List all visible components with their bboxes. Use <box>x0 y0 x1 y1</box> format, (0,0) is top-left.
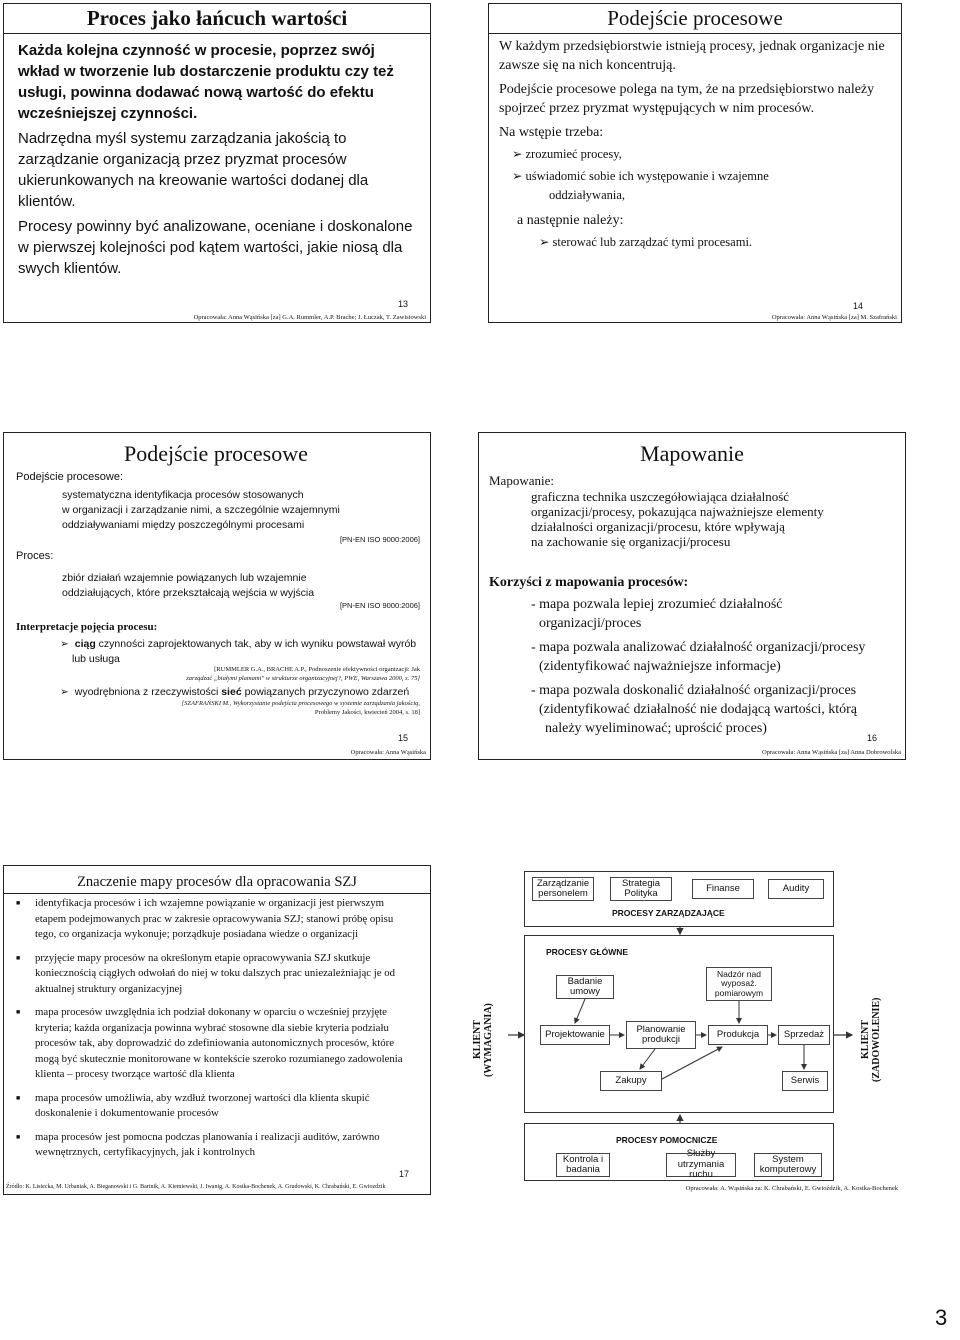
dia-box-audity: Audity <box>768 879 824 899</box>
slide-13 <box>3 3 431 323</box>
slide-15-ref-1: [PN-EN ISO 9000:2006] <box>339 535 420 544</box>
slide-16-d1a: graficzna technika uszczegółowiająca działalność <box>531 489 790 504</box>
slide-15 <box>3 432 431 760</box>
slide-16-def <box>531 489 824 549</box>
slide-16-l2b: (zidentyfikować najważniejsze informacje) <box>539 659 781 674</box>
slide-16-l3a: - mapa pozwala doskonalić działalność organizacji/proces <box>531 683 857 698</box>
slide-15-i2a: wyodrębniona z rzeczywistości <box>74 686 219 698</box>
slide-14-p2: Podejście procesowe polega na tym, że na przedsiębiorstwo należy spojrzeć przez pryzmat występujących w nim procesów. <box>499 82 875 116</box>
slide-14-p1: W każdym przedsiębiorstwie istnieją procesy, jednak organizacje nie zawsze się na nich koncentrują. <box>499 39 885 73</box>
dia-box-planowanie: Planowanie produkcji <box>626 1021 696 1049</box>
dia-box-produkcja: Produkcja <box>708 1025 768 1045</box>
slide-16-benefits <box>531 595 865 738</box>
slide-15-i2-bold: sieć <box>221 686 242 698</box>
slide-16-number: 16 <box>867 733 878 743</box>
dia-top-header: PROCESY ZARZĄDZAJĄCE <box>612 908 725 918</box>
slide-15-d2b: oddziałujących, które przekształcają wejścia w wyjścia <box>62 587 315 599</box>
slide-14-text <box>499 37 895 252</box>
dia-left-client: KLIENT (WYMAGANIA) <box>472 1003 494 1077</box>
slide-16-credit: Opracowała: Anna Wąsińska [za] Anna Dobrowolska <box>761 749 901 756</box>
slide-15-src1a: [RUMMLER G.A., BRACHE A.P., Podnoszenie efektywności organizacji: Jak <box>214 666 420 673</box>
slide-15-number: 15 <box>398 733 409 743</box>
process-map <box>460 865 900 1195</box>
slide-16-l1b: organizacji/proces <box>539 616 642 631</box>
slide-15-interp-2 <box>60 686 409 698</box>
slide-17-bullet: ■ identyfikacja procesów i ich wzajemne powiązanie w organizacji jest pierwszym etapem podejmowanych prac w zakresie opracowywania SZJ; stanowi próbę opisu tego, co organizacja wykonuje; porządkuje posiadana wiedze o organizacji <box>35 896 410 943</box>
slide-16-title: Mapowanie <box>640 441 744 466</box>
slide-15-i1b: lub usługa <box>72 653 120 665</box>
slide-15-label-1: Podejście procesowe: <box>16 471 124 483</box>
slide-14-p4: a następnie należy: <box>517 213 624 228</box>
slide-14 <box>488 3 902 323</box>
slide-14-bullet-1 <box>499 145 895 164</box>
page-number: 3 <box>935 1305 948 1330</box>
slide-14-bullet-2 <box>499 167 895 186</box>
slide-14-b2b: oddziaływania, <box>549 188 626 202</box>
slide-14-title: Podejście procesowe <box>489 4 901 34</box>
slide-15-d1a: systematyczna identyfikacja procesów stosowanych <box>62 489 304 501</box>
slide-17-bullet-list <box>10 896 410 1161</box>
slide-13-title: Proces jako łańcuch wartości <box>4 4 430 34</box>
slide-15-d1c: oddziaływaniami między poszczególnymi procesami <box>62 519 305 531</box>
slide-17-bullet: ■ przyjęcie mapy procesów na określonym etapie opracowywania SZJ skutkuje koniecznością ciągłych odwołań do niej w toku dalszych prac uniezależniając je od aktualnej struktury organizacyjnej <box>35 951 410 998</box>
slide-16-l1a: - mapa pozwala lepiej zrozumieć działalność <box>531 597 783 612</box>
slide-15-src2b: Problemy Jakości, kwiecień 2004, s. 18] <box>314 709 420 716</box>
slide-16-label-2: Korzyści z mapowania procesów: <box>489 575 689 590</box>
slide-16-d1c: działalności organizacji/procesu, które wpływają <box>531 519 785 534</box>
slide-16-l3b: (zidentyfikować działalność nie dodającą wartości, którą <box>539 702 857 717</box>
dia-main-header: PROCESY GŁÓWNE <box>546 947 629 957</box>
slide-13-number: 13 <box>398 299 409 309</box>
dia-box-sprzedaz: Sprzedaż <box>778 1025 830 1045</box>
slide-17-title: Znaczenie mapy procesów dla opracowania SZJ <box>77 874 357 890</box>
slide-13-credit: Opracowała: Anna Wąsińska [za] G.A. Rummler, A.P. Brache; J. Łuczak, T. Zawistowski <box>193 314 426 321</box>
slide-14-b3: sterować lub zarządzać tymi procesami. <box>552 235 753 249</box>
dia-box-finanse: Finanse <box>692 879 754 899</box>
slide-15-i1a: czynności zaprojektowanych tak, aby w ich wyniku powstawał wyrób <box>98 638 417 650</box>
dia-box-strategia: Strategia Polityka <box>610 877 672 901</box>
slide-13-p2: Nadrzędna myśl systemu zarządzania jakością to zarządzanie organizacją przez pryzmat procesów ukierunkowanych na kreowanie wartości dodanej dla klientów. <box>18 130 369 210</box>
slide-13-text <box>18 40 418 279</box>
slide-13-p1: Każda kolejna czynność w procesie, poprzez swój wkład w tworzenie lub dostarczenie produktu czy też usługi, powinna dodawać nową wartość do efektu wcześniejszej czynności. <box>18 42 394 122</box>
slide-15-d1b: w organizacji i zarządzanie nimi, a szczególnie wzajemnymi <box>62 504 340 516</box>
slide-15-i2b: powiązanych przyczynowo zdarzeń <box>244 686 410 698</box>
slide-15-def-2 <box>62 571 314 601</box>
dia-box-zarzadzanie: Zarządzanie personelem <box>532 877 594 901</box>
slide-16-d1d: na zachowanie się organizacji/procesu <box>531 534 731 549</box>
dia-support-header: PROCESY POMOCNICZE <box>616 1135 718 1145</box>
dia-box-badanie: Badanie umowy <box>556 975 614 999</box>
slide-14-credit: Opracowała: Anna Wąsińska [za] M. Szafrański <box>771 314 897 321</box>
diagram-credit: Opracowała: A. Wąsińska za: K. Chrabański, E. Gwioździk, A. Kostka-Bochenek <box>685 1185 898 1192</box>
slide-17-number: 17 <box>399 1169 410 1179</box>
slide-15-i1-bold: ciąg <box>74 638 96 650</box>
slide-15-interp-1 <box>60 638 416 650</box>
slide-14-b2a: uświadomić sobie ich występowanie i wzajemne <box>525 169 769 183</box>
slide-15-credit: Opracowała: Anna Wąsińska <box>350 749 426 756</box>
slide-14-p3: Na wstępie trzeba: <box>499 125 604 140</box>
slide-15-def-1 <box>62 488 340 533</box>
dia-box-nadzor: Nadzór nad wyposaż. pomiarowym <box>706 967 772 1001</box>
slide-17-bullet: ■ mapa procesów uwzględnia ich podział dokonany w oparciu o wcześniej przyjęte kryteria; każda organizacja powinna wybrać stosowne dla siebie kryteria podziału procesów tak, aby doprowadzić do zdefiniowania autonomicznych procesów, które mogą być skutecznie monitorowane w kontekście szeroko rozumianego zadowolenia klienta – procesy tworzące wartość dla klienta <box>35 1005 410 1083</box>
slide-17 <box>3 865 431 1195</box>
slide-15-src-1 <box>186 665 420 683</box>
slide-14-number: 14 <box>853 301 864 311</box>
slide-16 <box>478 432 906 760</box>
slide-15-title: Podejście procesowe <box>124 441 308 466</box>
dia-box-serwis: Serwis <box>782 1071 828 1091</box>
slide-17-bullet: ■ mapa procesów jest pomocna podczas planowania i realizacji auditów, zarówno wewnętrznych, certyfikacyjnych, jak i kontrolnych <box>35 1130 410 1161</box>
slide-16-l2a: - mapa pozwala analizować działalność organizacji/procesy <box>531 640 866 655</box>
slide-15-ref-2: [PN-EN ISO 9000:2006] <box>339 601 420 610</box>
slide-15-label-3: Interpretacje pojęcia procesu: <box>16 621 158 633</box>
slide-15-label-2: Proces: <box>16 550 54 562</box>
dia-box-projektowanie: Projektowanie <box>540 1025 610 1045</box>
slide-15-src1b: zarządzać „białymi plamami" w strukturze organizacyjnej?, PWE, Warszawa 2000, s. 75] <box>186 675 420 682</box>
slide-13-p3: Procesy powinny być analizowane, oceniane i doskonalone w pierwszej kolejności pod kątem wartości, jakie niosą dla swych klientów. <box>18 218 413 277</box>
slide-17-bullet: ■ mapa procesów umożliwia, aby wzdłuż tworzonej wartości dla klienta skupić doskonalenie i dokumentowanie procesów <box>35 1091 410 1122</box>
slide-16-d1b: organizacji/procesy, pokazująca najważniejsze elementy <box>531 504 824 519</box>
dia-box-zakupy: Zakupy <box>600 1071 662 1091</box>
slide-15-src-2 <box>182 699 420 717</box>
slide-15-src2a: [SZAFRAŃSKI M., Wykorzystanie podejścia procesowego w systemie zarządzania jakością, <box>181 700 420 707</box>
slide-14-b1: zrozumieć procesy, <box>525 147 622 161</box>
slide-15-d2a: zbiór działań wzajemnie powiązanych lub wzajemnie <box>62 572 307 584</box>
slide-16-label-1: Mapowanie: <box>489 473 554 488</box>
slide-16-l3c: należy wyeliminować; uprościć proces) <box>545 721 767 736</box>
dia-right-client: KLIENT (ZADOWOLENIE) <box>860 997 882 1083</box>
slide-17-body <box>10 896 410 1169</box>
slide-17-rule <box>4 893 430 894</box>
slide-14-bullet-3 <box>499 233 895 252</box>
dia-box-sluzby: Służby utrzymania ruchu <box>666 1153 736 1177</box>
dia-box-system: System komputerowy <box>754 1153 822 1177</box>
dia-box-kontrola: Kontrola i badania <box>556 1153 610 1177</box>
slide-17-credit: Źródło: K. Lisiecka, M. Urbaniak, A. Bieganowski i G. Bartnik, A. Kiemiewski, J. Iwanig, A. Kostka-Bochenek, A. Grudowski, K. Chrabański, E. Gwiozdzik <box>6 1184 386 1190</box>
